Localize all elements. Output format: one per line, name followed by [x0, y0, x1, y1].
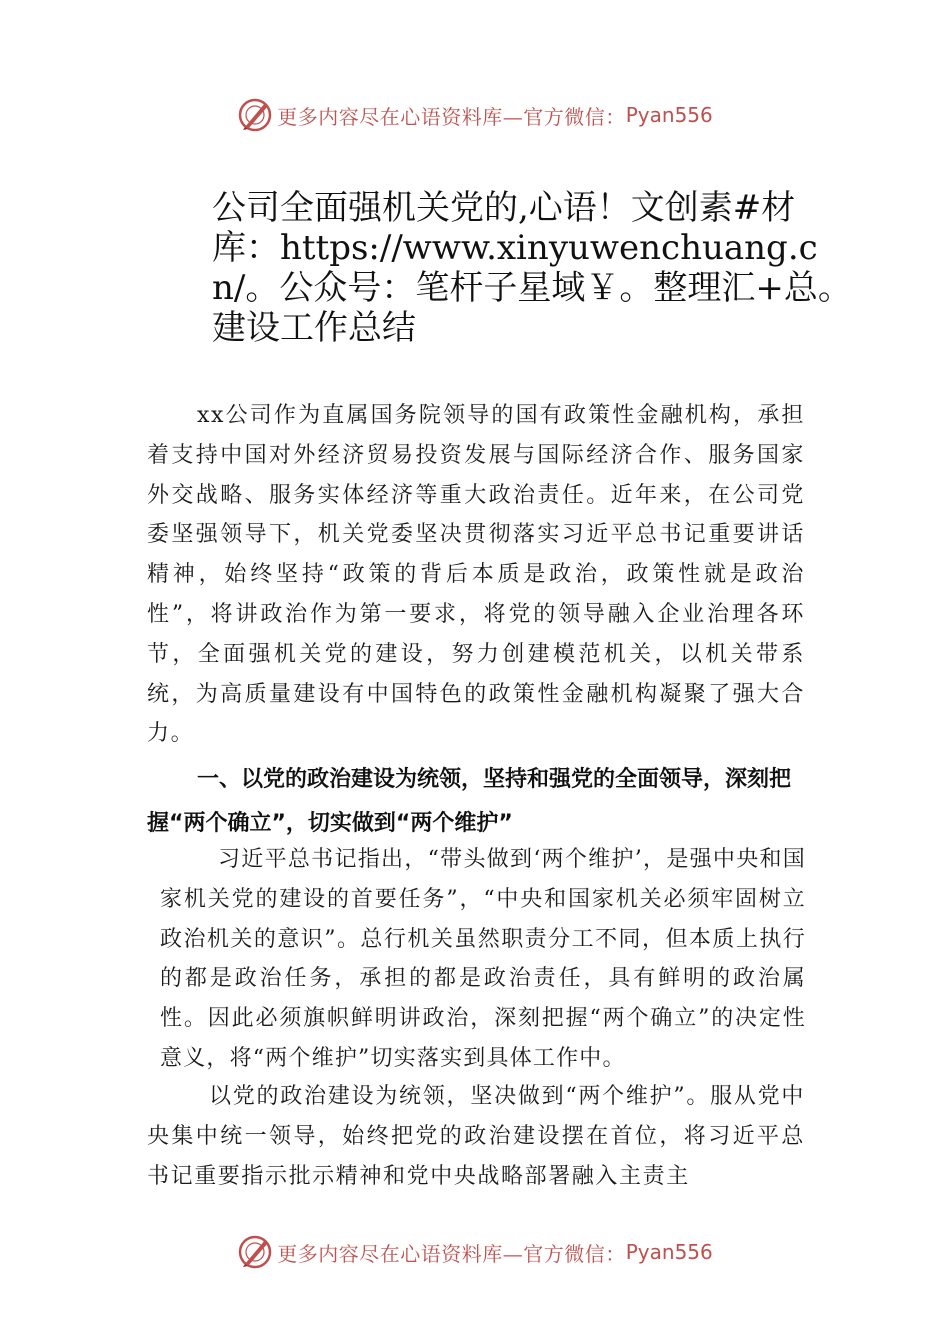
watermark-handle: Pyan556: [625, 103, 713, 127]
pen-logo-icon: [237, 1234, 273, 1270]
watermark-banner-top: [0, 95, 950, 135]
document-title: 公司全面强机关党的,心语！文创素#材库：https://www.xinyuwenchuang.cn/。公众号：笔杆子星域￥。整理汇+总。建设工作总结: [212, 188, 852, 348]
section-heading-1: 一、以党的政治建设为统领，坚持和强党的全面领导，深刻把握“两个确立”，切实做到“两个维护”: [147, 767, 792, 836]
pen-logo-icon: [237, 97, 273, 133]
watermark-text: 更多内容尽在心语资料库—官方微信：: [277, 1241, 626, 1266]
paragraph-quote: 习近平总书记指出，“带头做到‘两个维护’，是强中央和国家机关党的建设的首要任务”，“中央和国家机关必须牢固树立政治机关的意识”。总行机关虽然职责分工不同，但本质上执行的都是政治任务，承担的都是政治责任，具有鲜明的政治属性。因此必须旗帜鲜明讲政治，深刻把握“两个确立”的决定性意义，将“两个维护”切实落实到具体工作中。: [160, 847, 806, 1071]
watermark-handle: Pyan556: [625, 1240, 713, 1264]
watermark-text: 更多内容尽在心语资料库—官方微信：: [277, 104, 626, 129]
paragraph-intro: xx公司作为直属国务院领导的国有政策性金融机构，承担着支持中国对外经济贸易投资发展与国际经济合作、服务国家外交战略、服务实体经济等重大政治责任。近年来，在公司党委坚强领导下，机关党委坚决贯彻落实习近平总书记重要讲话精神，始终坚持“政策的背后本质是政治，政策性就是政治性”，将讲政治作为第一要求，将党的领导融入企业治理各环节，全面强机关党的建设，努力创建模范机关，以机关带系统，为高质量建设有中国特色的政策性金融机构凝聚了强大合力。: [147, 403, 805, 747]
watermark-banner-bottom: [0, 1232, 950, 1272]
paragraph-body: 以党的政治建设为统领，坚决做到“两个维护”。服从党中央集中统一领导，始终把党的政治建设摆在首位，将习近平总书记重要指示批示精神和党中央战略部署融入主责主: [147, 1084, 805, 1189]
